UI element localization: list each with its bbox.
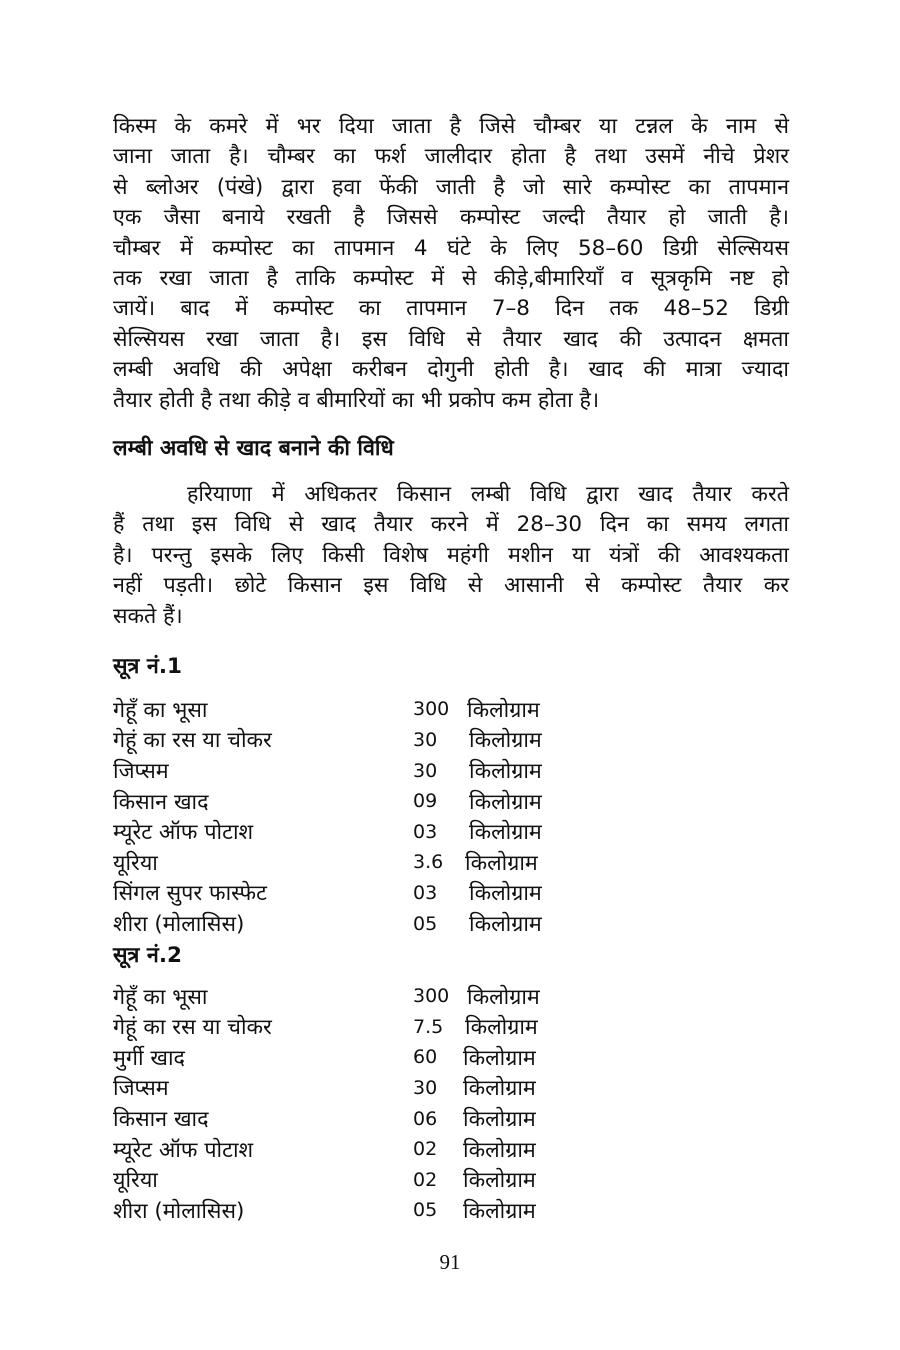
paragraph-line: जायें। बाद में कम्पोस्ट का तापमान 7–8 दिन तक 48–52 डिग्री [113, 296, 789, 322]
table-row [113, 1195, 540, 1226]
paragraph-long-method [113, 480, 789, 632]
ingredient-name: म्यूरेट ऑफ पोटाश [113, 820, 254, 846]
ingredient-unit: किलोग्राम [465, 1015, 538, 1041]
ingredient-name: शीरा (मोलासिस) [113, 1198, 245, 1224]
ingredient-name: गेहूँ का भूसा [113, 984, 208, 1010]
ingredient-quantity: 7.5 [413, 1015, 444, 1038]
paragraph-line: जाना जाता है। चौम्बर का फर्श जालीदार होता है तथा उसमें नीचे प्रेशर [113, 144, 789, 170]
ingredient-name: जिप्सम [113, 1076, 169, 1102]
paragraph-chamber-method [113, 112, 789, 416]
ingredient-unit: किलोग्राम [469, 759, 542, 785]
ingredient-quantity: 300 [413, 698, 450, 721]
ingredient-name: किसान खाद [113, 789, 209, 815]
ingredient-unit: किलोग्राम [469, 728, 542, 754]
ingredient-quantity: 05 [413, 912, 438, 935]
ingredient-quantity: 60 [413, 1046, 438, 1069]
table-row [113, 694, 542, 725]
paragraph-line: सेल्सियस रखा जाता है। इस विधि से तैयार खाद की उत्पादन क्षमता [113, 326, 789, 352]
ingredient-unit: किलोग्राम [469, 820, 542, 846]
paragraph-line: किस्म के कमरे में भर दिया जाता है जिसे चौम्बर या टन्नल के नाम से [113, 114, 789, 139]
table-row [113, 1103, 540, 1134]
ingredient-quantity: 02 [413, 1138, 438, 1161]
ingredient-unit: किलोग्राम [463, 1107, 536, 1133]
paragraph-line: से ब्लोअर (पंखे) द्वारा हवा फेंकी जाती है जो सारे कम्पोस्ट का तापमान [113, 174, 789, 200]
ingredient-unit: किलोग्राम [469, 912, 542, 938]
ingredient-quantity: 30 [413, 1076, 438, 1099]
ingredient-unit: किलोग्राम [463, 1168, 536, 1194]
ingredient-quantity: 05 [413, 1199, 438, 1222]
table-row [113, 755, 542, 786]
ingredient-name: शीरा (मोलासिस) [113, 912, 245, 938]
paragraph-line: हैं तथा इस विधि से खाद तैयार करने में 28–30 दिन का समय लगता [113, 512, 789, 538]
ingredient-quantity: 3.6 [413, 851, 444, 874]
paragraph-line: हरियाणा में अधिकतर किसान लम्बी विधि द्वारा खाद तैयार करते [187, 482, 789, 508]
formula-2-heading: सूत्र नं.2 [113, 942, 182, 968]
table-row [113, 1164, 540, 1195]
ingredient-quantity: 300 [413, 985, 450, 1008]
table-row [113, 878, 542, 909]
ingredient-unit: किलोग्राम [463, 1076, 536, 1102]
ingredient-quantity: 03 [413, 820, 438, 843]
ingredient-unit: किलोग्राम [469, 881, 542, 907]
ingredient-name: गेहूं का रस या चोकर [113, 1015, 272, 1041]
ingredient-quantity: 09 [413, 790, 438, 813]
table-row [113, 1011, 540, 1042]
table-row [113, 786, 542, 817]
paragraph-line: एक जैसा बनाये रखती है जिससे कम्पोस्ट जल्दी तैयार हो जाती है। [113, 205, 789, 231]
formula-1-heading: सूत्र नं.1 [113, 654, 182, 680]
ingredient-unit: किलोग्राम [467, 984, 540, 1010]
paragraph-line: चौम्बर में कम्पोस्ट का तापमान 4 घंटे के लिए 58–60 डिग्री सेल्सियस [113, 235, 789, 261]
ingredient-name: गेहूं का रस या चोकर [113, 728, 272, 754]
ingredient-name: यूरिया [113, 850, 158, 876]
ingredient-quantity: 03 [413, 881, 438, 904]
ingredient-quantity: 02 [413, 1168, 438, 1191]
ingredient-unit: किलोग्राम [467, 697, 540, 723]
ingredient-quantity: 30 [413, 728, 438, 751]
paragraph-line: तक रखा जाता है ताकि कम्पोस्ट में से कीड़े,बीमारियाँ व सूत्रकृमि नष्ट हो [113, 266, 789, 292]
ingredient-unit: किलोग्राम [463, 1137, 536, 1163]
page-number: 91 [439, 1250, 461, 1274]
ingredient-quantity: 06 [413, 1107, 438, 1130]
ingredient-name: गेहूँ का भूसा [113, 697, 208, 723]
ingredient-name: म्यूरेट ऑफ पोटाश [113, 1137, 254, 1163]
table-row [113, 1042, 540, 1073]
paragraph-line: तैयार होती है तथा कीड़े व बीमारियों का भी प्रकोप कम होता है। [113, 387, 600, 413]
table-row [113, 816, 542, 847]
table-row [113, 981, 540, 1012]
ingredient-name: जिप्सम [113, 759, 169, 785]
table-row [113, 908, 542, 939]
page-content [113, 112, 789, 1226]
ingredient-name: किसान खाद [113, 1107, 209, 1133]
ingredient-unit: किलोग्राम [463, 1045, 536, 1071]
table-row [113, 1134, 540, 1165]
formula-1-table [113, 694, 542, 939]
ingredient-unit: किलोग्राम [463, 1198, 536, 1224]
ingredient-quantity: 30 [413, 759, 438, 782]
ingredient-unit: किलोग्राम [469, 789, 542, 815]
table-row [113, 847, 542, 878]
ingredient-name: मुर्गी खाद [113, 1045, 185, 1071]
table-row [113, 725, 542, 756]
ingredient-name: सिंगल सुपर फास्फेट [113, 881, 267, 907]
paragraph-line: सकते हैं। [113, 603, 183, 629]
section-heading: लम्बी अवधि से खाद बनाने की विधि [113, 436, 394, 462]
table-row [113, 1073, 540, 1104]
paragraph-line: है। परन्तु इसके लिए किसी विशेष महंगी मशीन या यंत्रों की आवश्यकता [113, 542, 789, 568]
ingredient-name: यूरिया [113, 1168, 158, 1194]
formula-2-table [113, 981, 540, 1226]
ingredient-unit: किलोग्राम [465, 850, 538, 876]
paragraph-line: नहीं पड़ती। छोटे किसान इस विधि से आसानी से कम्पोस्ट तैयार कर [113, 573, 789, 599]
paragraph-line: लम्बी अवधि की अपेक्षा करीबन दोगुनी होती है। खाद की मात्रा ज्यादा [113, 357, 789, 383]
